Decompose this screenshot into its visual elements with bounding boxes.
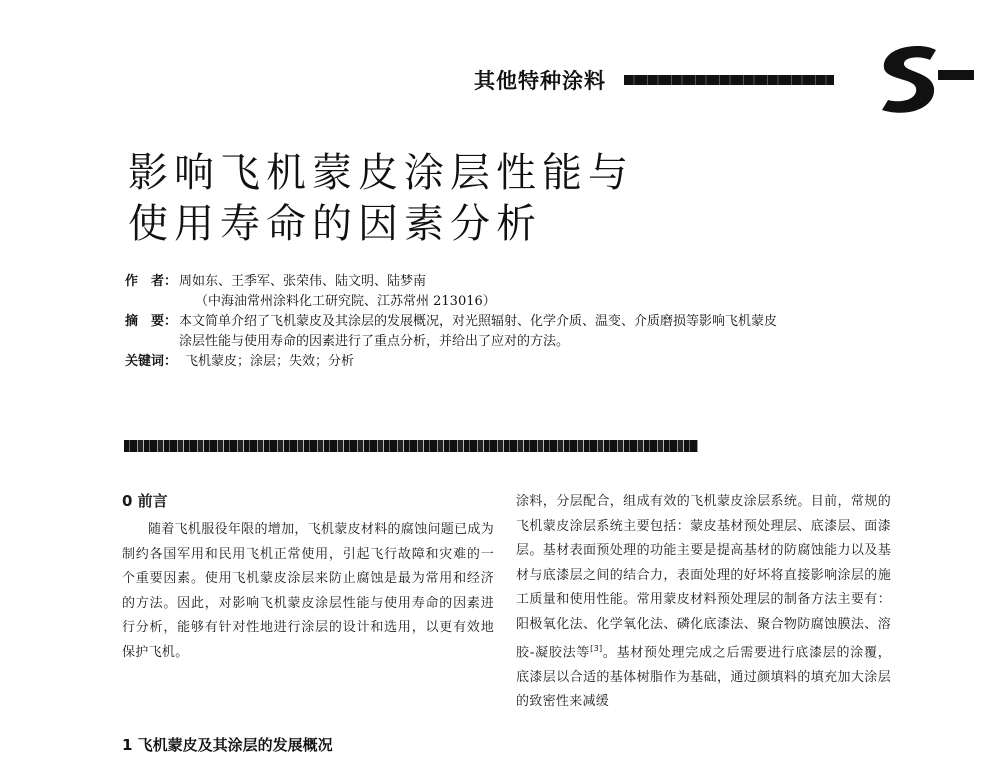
logo-glyph: S <box>868 38 869 39</box>
left-column <box>122 490 494 665</box>
abstract: 本文简单介绍了飞机蒙皮及其涂层的发展概况，对光照辐射、化学介质、温变、介质磨损等影响飞机蒙皮涂层性能与使用寿命的因素进行了重点分析，并给出了应对的方法。 <box>179 314 778 349</box>
abstract-row <box>125 312 785 352</box>
article-title <box>128 148 634 250</box>
header-rule <box>624 75 834 85</box>
authors-key: 作 者： <box>125 274 178 289</box>
journal-logo-icon <box>868 38 978 118</box>
title-line-1: 影响飞机蒙皮涂层性能与 <box>128 150 634 196</box>
keywords-row <box>125 352 785 372</box>
abstract-divider <box>124 440 698 452</box>
section-1-heading: 1 飞机蒙皮及其涂层的发展概况 <box>122 736 333 754</box>
section-label: 其他特种涂料 <box>474 69 606 93</box>
authors: 周如东、王季军、张荣伟、陆文明、陆梦南 <box>179 274 427 289</box>
title-line-2: 使用寿命的因素分析 <box>128 201 542 247</box>
abstract-key: 摘 要： <box>125 314 178 329</box>
authors-row <box>125 272 785 292</box>
keywords: 飞机蒙皮；涂层；失效；分析 <box>185 354 355 369</box>
right-text-a: 涂料，分层配合，组成有效的飞机蒙皮涂层系统。目前，常规的飞机蒙皮涂层系统主要包括：蒙皮基材预处理层、底漆层、面漆层。基材表面预处理的功能主要是提高基材的防腐蚀能力以及基材与底漆层之间的结合力，表面处理的好坏将直接影响涂层的施工质量和使用性能。常用蒙皮材料预处理层的制备方法主要有：阳极氧化法、化学氧化法、磷化底漆法、聚合物防腐蚀膜法、溶胶-凝胶法等 <box>516 494 891 661</box>
right-column-text <box>516 490 891 715</box>
section-0-text: 随着飞机服役年限的增加，飞机蒙皮材料的腐蚀问题已成为制约各国军用和民用飞机正常使用，引起飞行故障和灾难的一个重要因素。使用飞机蒙皮涂层来防止腐蚀是最为常用和经济的方法。因此，对影响飞机蒙皮涂层性能与使用寿命的因素进行分析，能够有针对性地进行涂层的设计和选用，以更有效地保护飞机。 <box>122 522 494 660</box>
section-0-heading: 0 前言 <box>122 492 168 510</box>
article-meta <box>125 272 785 372</box>
right-text-b: 。基材预处理完成之后需要进行底漆层的涂覆，底漆层以合适的基体树脂作为基础，通过颜填料的填充加大涂层的致密性来减缓 <box>516 645 891 710</box>
right-column <box>516 490 891 715</box>
keywords-key: 关键词： <box>125 354 178 369</box>
affiliation: （中海油常州涂料化工研究院、江苏常州 213016） <box>195 294 496 309</box>
logo-dash <box>938 70 974 80</box>
citation: [3] <box>590 644 603 653</box>
